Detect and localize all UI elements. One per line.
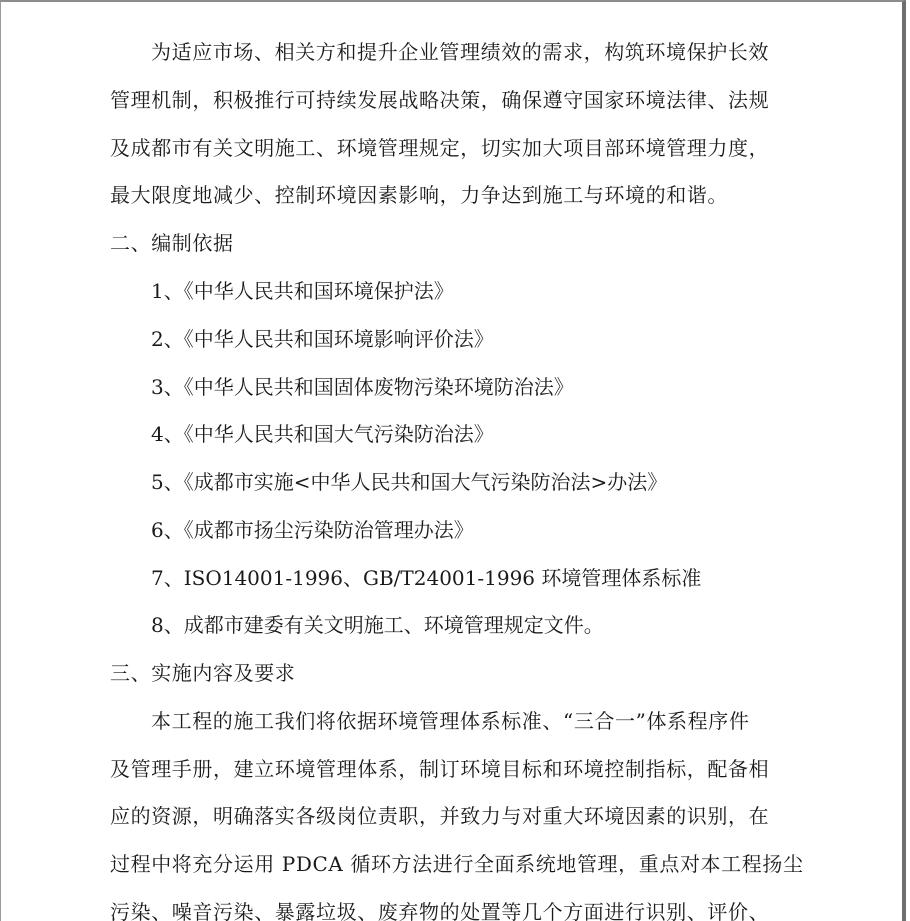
intro-line-4: 最大限度地减少、控制环境因素影响，力争达到施工与环境的和谐。 [110, 183, 728, 207]
basis-item-1: 1、《中华人民共和国环境保护法》 [151, 279, 454, 303]
intro-line-2: 管理机制，积极推行可持续发展战略决策，确保遵守国家环境法律、法规 [110, 88, 770, 112]
basis-item-2: 2、《中华人民共和国环境影响评价法》 [151, 327, 494, 351]
basis-item-6: 6、《成都市扬尘污染防治管理办法》 [151, 518, 474, 542]
intro-line-1: 为适应市场、相关方和提升企业管理绩效的需求，构筑环境保护长效 [151, 40, 769, 64]
section-heading-implementation: 三、实施内容及要求 [110, 661, 296, 685]
basis-item-8: 8、成都市建委有关文明施工、环境管理规定文件。 [151, 613, 604, 637]
body-line-2: 及管理手册，建立环境管理体系，制订环境目标和环境控制指标，配备相 [110, 757, 770, 781]
basis-item-3: 3、《中华人民共和国固体废物污染环境防治法》 [151, 375, 574, 399]
body-line-3: 应的资源，明确落实各级岗位责职，并致力与对重大环境因素的识别，在 [110, 804, 770, 828]
basis-item-4: 4、《中华人民共和国大气污染防治法》 [151, 422, 494, 446]
basis-item-7: 7、ISO14001-1996、GB/T24001-1996 环境管理体系标准 [151, 566, 702, 590]
body-line-5: 污染、噪音污染、暴露垃圾、废弃物的处置等几个方面进行识别、评价、 [110, 900, 770, 921]
section-heading-basis: 二、编制依据 [110, 231, 234, 255]
body-line-1: 本工程的施工我们将依据环境管理体系标准、“三合一”体系程序件 [151, 709, 750, 733]
basis-item-5: 5、《成都市实施<中华人民共和国大气污染防治法>办法》 [151, 470, 668, 494]
body-line-4: 过程中将充分运用 PDCA 循环方法进行全面系统地管理，重点对本工程扬尘 [110, 852, 804, 876]
intro-line-3: 及成都市有关文明施工、环境管理规定，切实加大项目部环境管理力度， [110, 136, 770, 160]
